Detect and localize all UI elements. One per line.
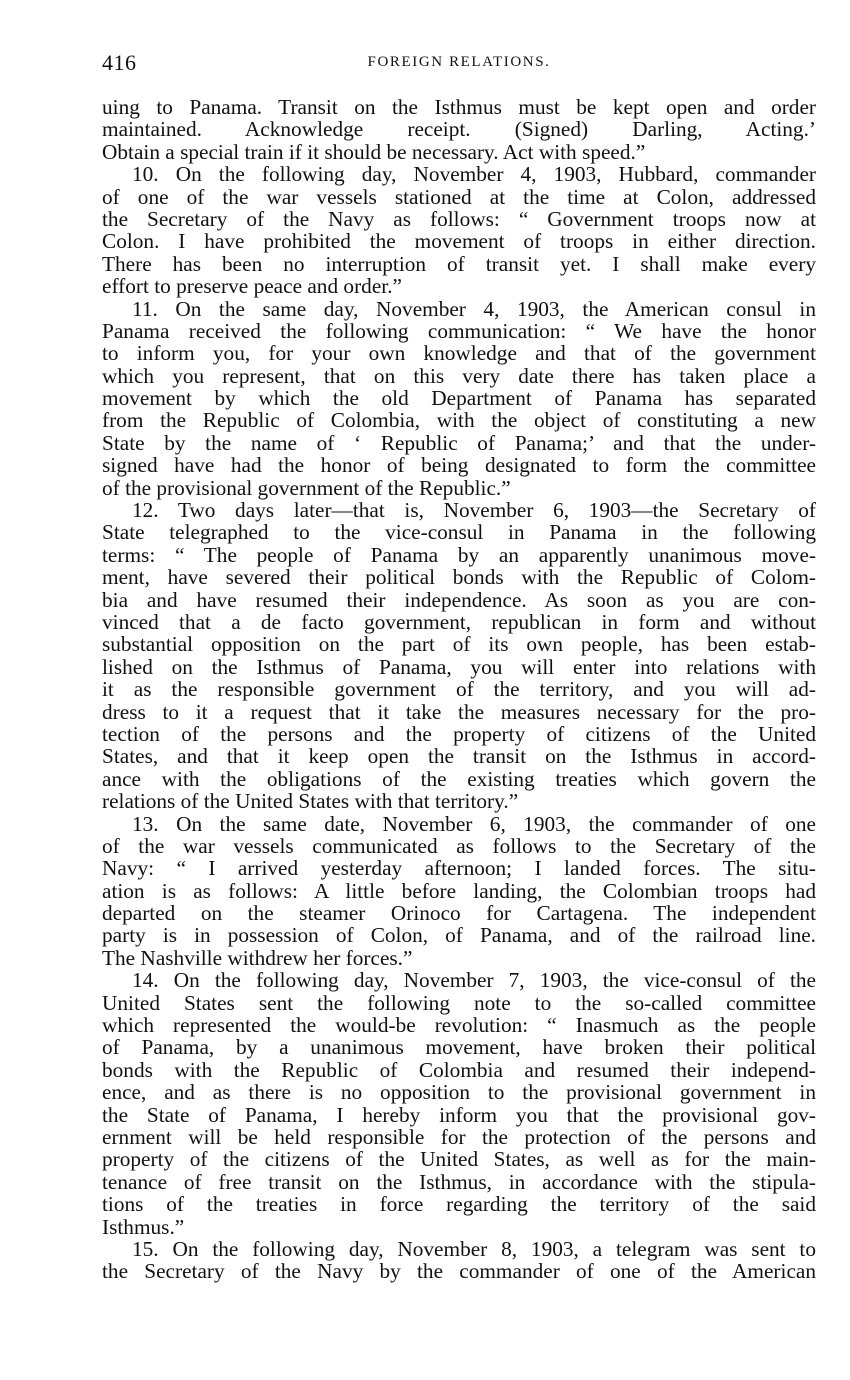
text-line: it as the responsible government of the territory, and you will ad-	[102, 677, 816, 702]
text-line: of one of the war vessels stationed at the time at Colon, addressed	[102, 184, 816, 209]
text-line: vinced that a de facto government, republican in form and without	[102, 609, 816, 634]
text-line: State by the name of ‘ Republic of Panama;’ and that the under-	[102, 430, 816, 455]
text-line: of Panama, by a unanimous movement, have broken their political	[102, 1035, 816, 1060]
text-line: The Nashville withdrew her forces.”	[102, 945, 413, 970]
text-line: from the Republic of Colombia, with the object of constituting a new	[102, 408, 816, 433]
text-line: 11. On the same day, November 4, 1903, the American consul in	[132, 296, 816, 321]
text-line: the State of Panama, I hereby inform you that the provisional gov-	[102, 1102, 816, 1127]
text-line: Navy: “ I arrived yesterday afternoon; I landed forces. The situ-	[102, 856, 816, 881]
text-line: relations of the United States with that territory.”	[102, 789, 519, 814]
text-line: lished on the Isthmus of Panama, you will enter into relations with	[102, 654, 816, 679]
text-line: party is in possession of Colon, of Panama, and of the railroad line.	[102, 923, 816, 948]
text-line: tection of the persons and the property of citizens of the United	[102, 721, 816, 746]
text-line: bonds with the Republic of Colombia and resumed their independ-	[102, 1057, 816, 1082]
text-line: State telegraphed to the vice-consul in Panama in the following	[102, 520, 816, 545]
text-line: dress to it a request that it take the measures necessary for the pro-	[102, 699, 816, 724]
text-line: 10. On the following day, November 4, 1903, Hubbard, commander	[132, 162, 816, 187]
text-line: 15. On the following day, November 8, 1903, a telegram was sent to	[132, 1236, 816, 1261]
text-line: to inform you, for your own knowledge and that of the government	[102, 341, 816, 366]
text-line: property of the citizens of the United States, as well as for the main-	[102, 1147, 816, 1172]
body-text	[102, 96, 816, 1283]
text-line: Panama received the following communication: “ We have the honor	[102, 318, 816, 343]
text-line: Isthmus.”	[102, 1214, 185, 1239]
text-line: ment, have severed their political bonds with the Republic of Colom-	[102, 565, 816, 590]
text-line: United States sent the following note to the so-called committee	[102, 990, 816, 1015]
text-line: the Secretary of the Navy as follows: “ Government troops now at	[102, 206, 816, 231]
text-line: which represented the would-be revolution: “ Inasmuch as the people	[102, 1013, 816, 1038]
text-line: terms: “ The people of Panama by an apparently unanimous move-	[102, 542, 816, 567]
text-line: departed on the steamer Orinoco for Cartagena. The independent	[102, 901, 816, 926]
text-line: substantial opposition on the part of its own people, has been estab-	[102, 632, 816, 657]
text-line: There has been no interruption of transit yet. I shall make every	[102, 251, 816, 276]
text-line: maintained. Acknowledge receipt. (Signed) Darling, Acting.’	[102, 117, 816, 142]
text-line: ance with the obligations of the existing treaties which govern the	[102, 766, 816, 791]
text-line: ation is as follows: A little before landing, the Colombian troops had	[102, 878, 816, 903]
text-line: 13. On the same date, November 6, 1903, the commander of one	[132, 811, 816, 836]
text-line: 14. On the following day, November 7, 1903, the vice-consul of the	[132, 968, 816, 993]
text-line: tions of the treaties in force regarding the territory of the said	[102, 1192, 816, 1217]
text-line: Obtain a special train if it should be necessary. Act with speed.”	[102, 139, 646, 164]
text-line: Colon. I have prohibited the movement of troops in either direction.	[102, 229, 816, 254]
page-header	[102, 50, 816, 80]
running-head: FOREIGN RELATIONS.	[367, 54, 551, 70]
text-line: of the war vessels communicated as follows to the Secretary of the	[102, 833, 816, 858]
text-line: ernment will be held responsible for the protection of the persons and	[102, 1124, 816, 1149]
text-line: 12. Two days later—that is, November 6, 1903—the Secretary of	[132, 498, 816, 523]
text-line: the Secretary of the Navy by the commander of one of the American	[102, 1259, 816, 1284]
text-line: tenance of free transit on the Isthmus, in accordance with the stipula-	[102, 1169, 816, 1194]
text-line: bia and have resumed their independence. As soon as you are con-	[102, 587, 816, 612]
text-line: movement by which the old Department of Panama has separated	[102, 386, 816, 411]
page-number: 416	[102, 50, 137, 75]
text-line: effort to preserve peace and order.”	[102, 274, 402, 299]
text-line: signed have had the honor of being designated to form the committee	[102, 453, 816, 478]
text-line: ence, and as there is no opposition to the provisional government in	[102, 1080, 816, 1105]
text-line: of the provisional government of the Republic.”	[102, 475, 511, 500]
text-line: which you represent, that on this very date there has taken place a	[102, 363, 816, 388]
text-line: States, and that it keep open the transit on the Isthmus in accord-	[102, 744, 816, 769]
text-line: uing to Panama. Transit on the Isthmus must be kept open and order	[102, 95, 816, 119]
